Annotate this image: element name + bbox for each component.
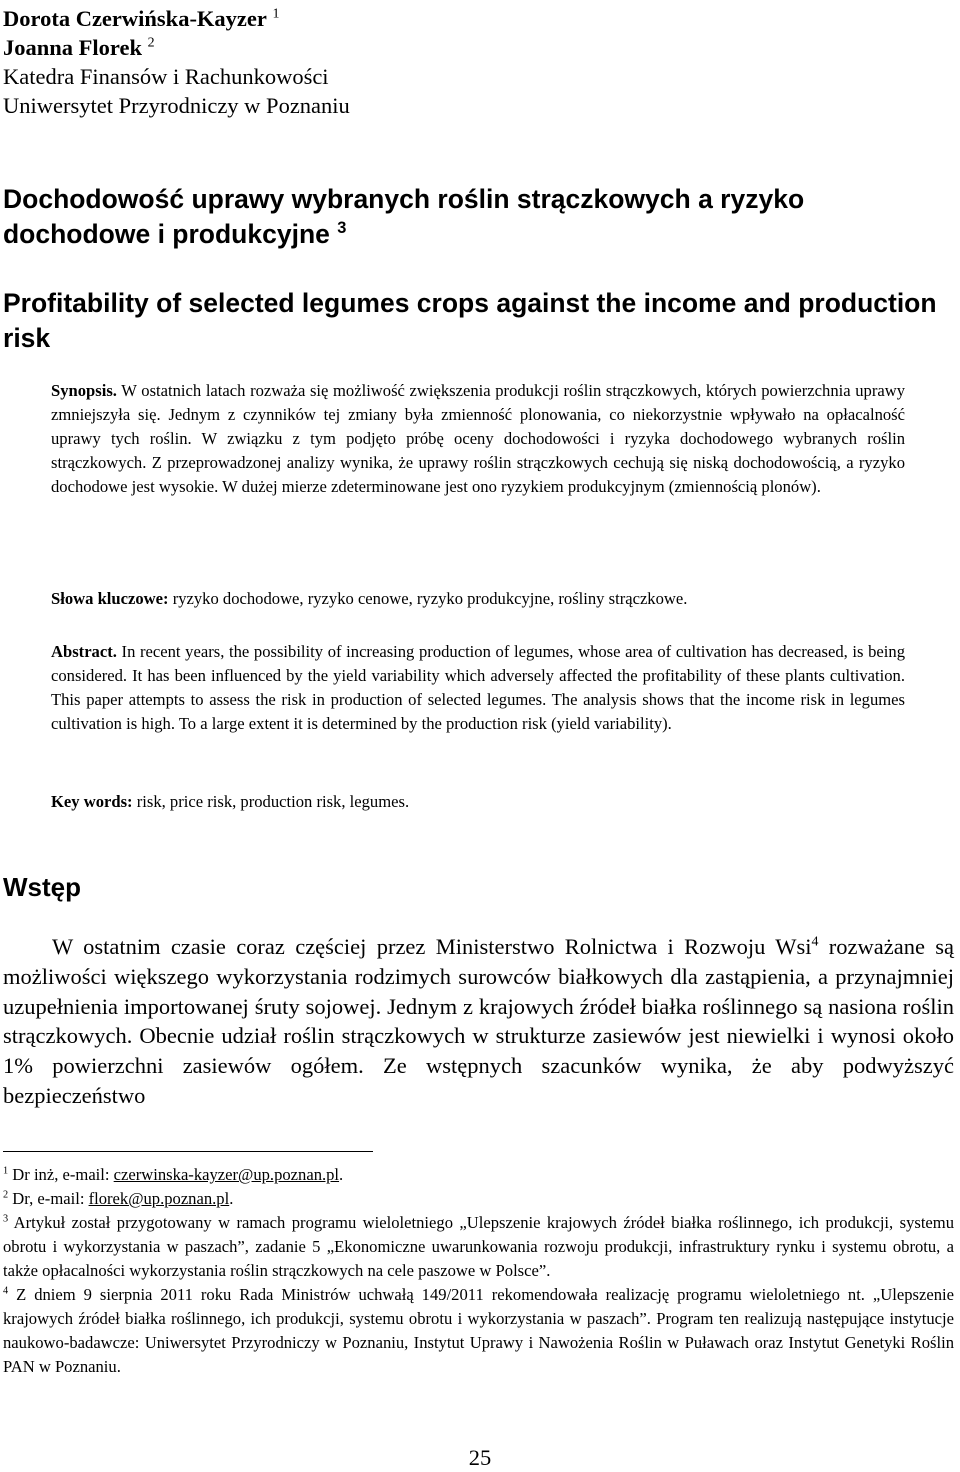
author-university: Uniwersytet Przyrodniczy w Poznaniu [3, 93, 350, 118]
introduction-paragraph [3, 932, 954, 1111]
footnote-3-text: Artykuł został przygotowany w ramach programu wieloletniego „Ulepszenie krajowych źródeł białka roślinnego, ich produkcji, systemu obrotu i wykorzystania w paszach”, zadanie 5 „Ekonomiczne uwarunkowania rozwoju produkcji, infrastruktury rynku i systemu obrotu, a także opłacalności wykorzystania roślin strączkowych na cele paszowe w Polsce”. [3, 1213, 954, 1280]
footnote-3-number: 3 [3, 1213, 9, 1225]
footnote-divider [3, 1151, 373, 1152]
paper-title-polish [3, 182, 953, 252]
author-2-footnote-ref: 2 [147, 35, 155, 51]
english-keywords-label: Key words: [51, 792, 133, 811]
footnote-2-email-link[interactable]: florek@up.poznan.pl [88, 1189, 230, 1208]
footnote-1-suffix: . [339, 1165, 344, 1184]
author-department: Katedra Finansów i Rachunkowości [3, 64, 329, 89]
footnote-1-prefix: Dr inż, e-mail: [8, 1165, 114, 1184]
introduction-text-part2: rozważane są możliwości większego wykorzystania rodzimych surowców białkowych dla zastąpienia, a przynajmniej uzupełnienia importowanej śruty sojowej. Jednym z krajowych źródeł białka roślinnego są nasiona roślin strączkowych. Obecnie udział roślin strączkowych w strukturze zasiewów jest niewielki i wynosi około 1% powierzchni zasiewów ogółem. Ze wstępnych szacunków wynika, że aby podwyższyć bezpieczeństwo [3, 934, 954, 1108]
author-block [3, 4, 703, 120]
introduction-footnote-ref: 4 [811, 934, 819, 950]
page-number: 25 [468, 1445, 492, 1470]
author-1-name: Dorota Czerwińska-Kayzer [3, 6, 267, 31]
footnote-1-number: 1 [3, 1165, 9, 1177]
english-keywords-text: risk, price risk, production risk, legumes. [132, 792, 410, 811]
synopsis-text: W ostatnich latach rozważa się możliwość zwiększenia produkcji roślin strączkowych, których powierzchnia uprawy zmniejszyła się. Jednym z czynników tej zmiany była zmienność plonowania, co niekorzystnie wpływało na opłacalność uprawy tych roślin. W związku z tym podjęto próbę oceny dochodowości i ryzyka dochodowego wybranych roślin strączkowych. Z przeprowadzonej analizy wynika, że uprawy roślin strączkowych cechują się niską dochodowością, a ryzyko dochodowe jest wysokie. W dużej mierze zdeterminowane jest ono ryzykiem produkcyjnym (zmiennością plonów). [51, 381, 905, 496]
footnote-4-number: 4 [3, 1285, 9, 1297]
synopsis-paragraph [51, 379, 905, 499]
abstract-text: In recent years, the possibility of increasing production of legumes, whose area of cultivation has decreased, is being considered. It has been influenced by the yield variability which adversely affected the profitability of these plants cultivation. This paper attempts to assess the risk in production of selected legumes. The analysis shows that the income risk in legumes cultivation is high. To a large extent it is determined by the production risk (yield variability). [51, 642, 905, 733]
abstract-paragraph [51, 640, 905, 736]
author-1 [3, 4, 703, 33]
english-keywords-paragraph [51, 790, 905, 814]
introduction-text-part1: W ostatnim czasie coraz częściej przez Ministerstwo Rolnictwa i Rozwoju Wsi [52, 934, 812, 959]
footnote-1 [3, 1163, 954, 1187]
footnote-2 [3, 1187, 954, 1211]
footnote-1-email-link[interactable]: czerwinska-kayzer@up.poznan.pl [113, 1165, 340, 1184]
paper-title-polish-text: Dochodowość uprawy wybranych roślin strączkowych a ryzyko dochodowe i produkcyjne [3, 184, 805, 249]
paper-title-english: Profitability of selected legumes crops against the income and production risk [3, 288, 937, 353]
polish-keywords-label: Słowa kluczowe: [51, 589, 169, 608]
polish-keywords-text: ryzyko dochodowe, ryzyko cenowe, ryzyko produkcyjne, rośliny strączkowe. [168, 589, 688, 608]
footnote-3 [3, 1211, 954, 1283]
footnotes [3, 1163, 954, 1379]
author-2 [3, 33, 703, 62]
polish-keywords-paragraph [51, 587, 905, 611]
abstract-label: Abstract. [51, 642, 117, 661]
footnote-2-number: 2 [3, 1189, 9, 1201]
paper-title-footnote-ref: 3 [337, 219, 347, 238]
footnote-4-text: Z dniem 9 sierpnia 2011 roku Rada Ministrów uchwałą 149/2011 rekomendowała realizację programu wieloletniego nt. „Ulepszenie krajowych źródeł białka roślinnego, ich produkcji, systemu obrotu i wykorzystania w paszach”. Program ten realizują następujące instytucje naukowo-badawcze: Uniwersytet Przyrodniczy w Poznaniu, Instytut Uprawy i Nawożenia Roślin w Puławach oraz Instytut Genetyki Roślin PAN w Poznaniu. [3, 1285, 954, 1376]
footnote-2-suffix: . [229, 1189, 234, 1208]
author-2-name: Joanna Florek [3, 35, 142, 60]
synopsis-label: Synopsis. [51, 381, 117, 400]
footnote-2-prefix: Dr, e-mail: [8, 1189, 89, 1208]
section-heading-introduction: Wstęp [3, 872, 81, 902]
footnote-4 [3, 1283, 954, 1379]
author-1-footnote-ref: 1 [272, 6, 280, 22]
